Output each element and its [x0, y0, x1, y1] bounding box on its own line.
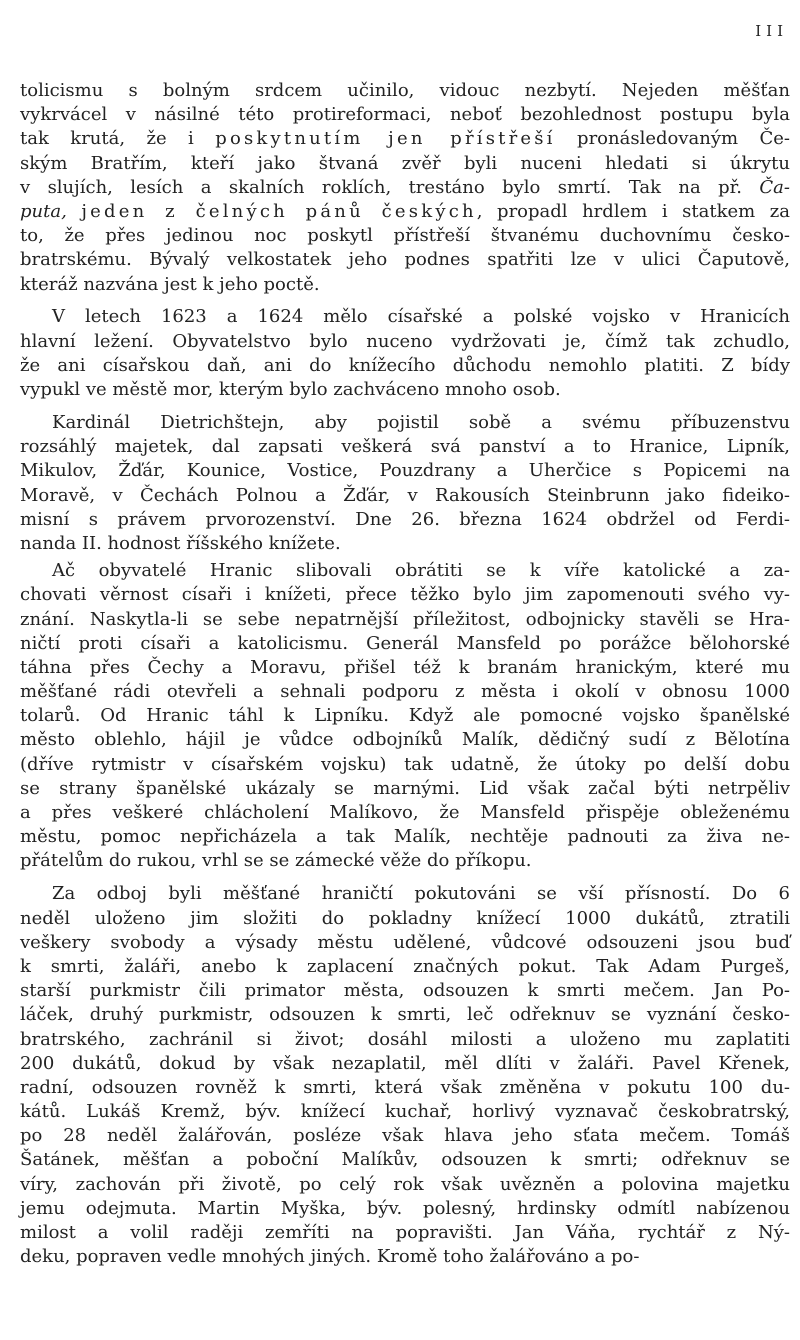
- text-line: měšťané rádi otevřeli a sehnali podporu z města i okolí v obnosu 1000: [20, 681, 790, 703]
- text-line: Mikulov, Žďár, Kounice, Vostice, Pouzdrany a Uherčice s Popicemi na: [20, 460, 790, 482]
- text-line: tolarů. Od Hranic táhl k Lipníku. Když ale pomocné vojsko španělské: [20, 705, 790, 727]
- text-line: tolicismu s bolným srdcem učinilo, vidouc nezbytí. Nejeden měšťan: [20, 80, 790, 101]
- paragraph: [20, 79, 790, 297]
- text-line: chovati věrnost císaři i knížeti, přece těžko bylo jim zapomenouti svého vy-: [20, 584, 790, 606]
- text-line: misní s právem prvorozenství. Dne 26. března 1624 obdržel od Ferdi-: [20, 508, 790, 530]
- text-line: V letech 1623 a 1624 mělo císařské a polské vojsko v Hranicích: [52, 306, 790, 328]
- text-line: veškery svobody a výsady městu udělené, vůdcové odsouzeni jsou buď: [20, 931, 790, 953]
- text-line: jemu odejmuta. Martin Myška, býv. polesný, hrdinsky odmítl nabízenou: [20, 1197, 790, 1219]
- text-line: táhna přes Čechy a Moravu, přišel též k branám hranickým, které mu: [20, 656, 790, 678]
- text-line: láček, druhý purkmistr, odsouzen k smrti, leč odřeknuv se vyznání česko-: [20, 1004, 790, 1026]
- paragraph: [20, 305, 790, 402]
- text-line: 200 dukátů, dokud by však nezaplatil, měl dlíti v žaláři. Pavel Křenek,: [20, 1052, 790, 1074]
- text-line: bratrskému. Bývalý velkostatek jeho podnes spatřiti lze v ulici Čaputově,: [20, 249, 790, 271]
- text-line: bratrského, zachránil si život; dosáhl milosti a uloženo mu zaplatiti: [20, 1028, 790, 1050]
- paragraph: [20, 411, 790, 556]
- text-line: městu, pomoc nepřicházela a tak Malík, nechtěje padnouti za živa ne-: [20, 826, 790, 848]
- text-line: po 28 neděl žalářován, posléze však hlava jeho sťata mečem. Tomáš: [20, 1125, 790, 1147]
- text-line: nanda II. hodnost říšského knížete.: [20, 532, 341, 554]
- text-line: že ani císařskou daň, ani do knížecího důchodu nemohlo platiti. Z bídy: [20, 354, 790, 376]
- text-line: Ač obyvatelé Hranic slibovali obrátiti se k víře katolické a za-: [52, 560, 790, 582]
- page-number: III: [755, 22, 788, 40]
- text-line: kteráž nazvána jest k jeho poctě.: [20, 273, 320, 295]
- text-line: město oblehlo, hájil je vůdce odbojníků Malík, dědičný sudí z Bělotína: [20, 729, 790, 751]
- text-line: deku, popraven vedle mnohých jiných. Kromě toho žalářováno a po-: [20, 1246, 640, 1268]
- text-line: v slujích, lesích a skalních roklích, trestáno bylo smrtí. Tak na př. Ča-: [20, 176, 790, 198]
- text-line: se strany španělské ukázaly se marnými. Lid však začal býti netrpěliv: [20, 777, 790, 799]
- paragraph: [20, 882, 790, 1269]
- text-line: kátů. Lukáš Kremž, býv. knížecí kuchař, horlivý vyznavač českobratrský,: [20, 1101, 790, 1123]
- text-line: Šatánek, měšťan a poboční Malíkův, odsouzen k smrti; odřeknuv se: [20, 1149, 790, 1171]
- text-line: Kardinál Dietrichštejn, aby pojistil sobě a svému příbuzenstvu: [52, 412, 790, 434]
- text-line: tak krutá, že i poskytnutím jen přístřeší pronásledovaným Če-: [20, 128, 790, 150]
- text-line: a přes veškeré chlácholení Malíkovo, že Mansfeld přispěje obleženému: [20, 802, 790, 824]
- text-line: znání. Naskytla-li se sebe nepatrnější příležitost, odbojnicky stavěli se Hra-: [20, 608, 790, 630]
- text-line: Moravě, v Čechách Polnou a Žďár, v Rakousích Steinbrunn jako fideiko-: [20, 484, 790, 506]
- text-line: to, že přes jedinou noc poskytl přístřeší štvanému duchovnímu česko-: [20, 225, 790, 247]
- text-line: vypukl ve městě mor, kterým bylo zachváceno mnoho osob.: [20, 379, 561, 401]
- text-line: ničtí proti císaři a katolicismu. Generál Mansfeld po porážce bělohorské: [20, 632, 790, 654]
- text-line: starší purkmistr čili primator města, odsouzen k smrti mečem. Jan Po-: [20, 980, 790, 1002]
- paragraph: [20, 559, 790, 873]
- text-line: přátelům do rukou, vrhl se se zámecké věže do příkopu.: [20, 850, 532, 872]
- text-line: (dříve rytmistr v císařském vojsku) tak udatně, že útoky po delší dobu: [20, 753, 790, 775]
- text-line: hlavní ležení. Obyvatelstvo bylo nuceno vydržovati je, čímž tak zchudlo,: [20, 330, 790, 352]
- body-text: [20, 79, 790, 1278]
- text-line: puta, jeden z čelných pánů českých, propadl hrdlem i statkem za: [20, 200, 790, 222]
- text-line: radní, odsouzen rovněž k smrti, která však změněna v pokutu 100 du-: [20, 1076, 790, 1098]
- text-line: víry, zachován při životě, po celý rok však uvězněn a polovina majetku: [20, 1173, 790, 1195]
- text-line: rozsáhlý majetek, dal zapsati veškerá svá panství a to Hranice, Lipník,: [20, 436, 790, 458]
- text-line: k smrti, žaláři, anebo k zaplacení značných pokut. Tak Adam Purgeš,: [20, 955, 790, 977]
- text-line: milost a volil raději zemříti na popravišti. Jan Váňa, rychtář z Ný-: [20, 1222, 790, 1244]
- text-line: neděl uloženo jim složiti do pokladny knížecí 1000 dukátů, ztratili: [20, 907, 790, 929]
- text-line: vykrvácel v násilné této protireformaci, neboť bezohlednost postupu byla: [20, 104, 790, 126]
- text-line: ským Bratřím, kteří jako štvaná zvěř byli nuceni hledati si úkrytu: [20, 152, 790, 174]
- text-line: Za odboj byli měšťané hraničtí pokutováni se vší přísností. Do 6: [52, 883, 790, 905]
